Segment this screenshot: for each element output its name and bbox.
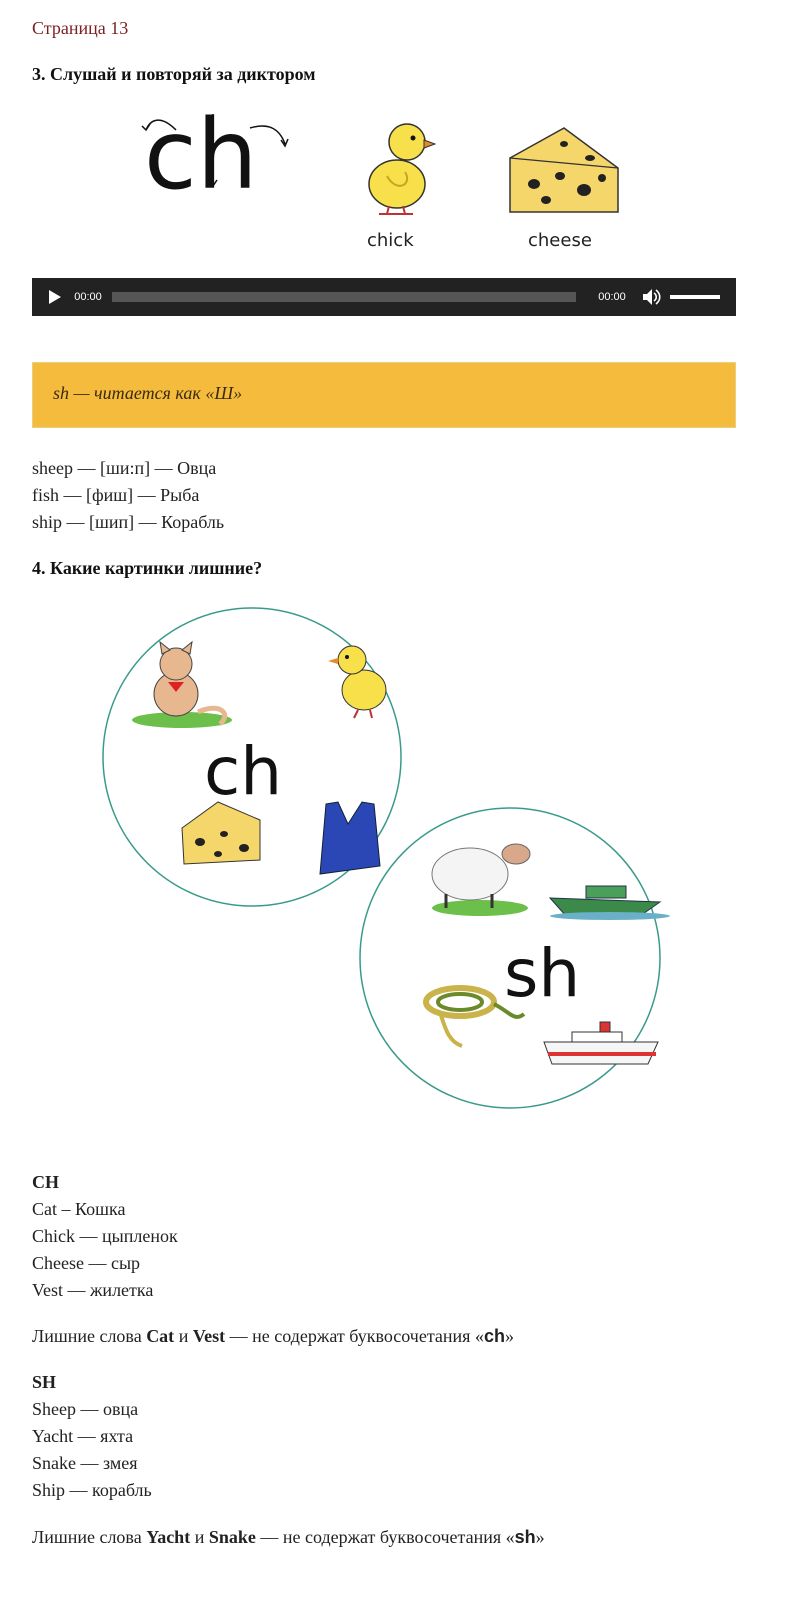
current-time: 00:00	[74, 291, 102, 303]
note-box: sh — читается как «Ш»	[32, 362, 736, 428]
progress-track[interactable]	[112, 292, 576, 302]
sh-item: Sheep — овца	[32, 1399, 139, 1419]
sh-conclusion: Лишние слова Yacht и Snake — не содержат буквосочетания «sh»	[32, 1527, 545, 1547]
chick-label: chick	[367, 230, 414, 251]
mute-button[interactable]	[640, 286, 662, 308]
sh-word-line: ship — [шип] — Корабль	[32, 512, 225, 532]
sh-item: Ship — корабль	[32, 1480, 152, 1500]
sh-circle-letters: sh	[504, 935, 581, 1012]
duration-time: 00:00	[598, 291, 626, 303]
sh-word-line: sheep — [ши:п] — Овца	[32, 458, 217, 478]
ch-item: Cat – Кошка	[32, 1199, 126, 1219]
ch-item: Cheese — сыр	[32, 1253, 141, 1273]
ch-letters-illustration	[140, 100, 300, 200]
ch-block-title: CH	[32, 1172, 59, 1192]
chick-icon	[357, 114, 447, 220]
ch-circle-letters: ch	[204, 733, 283, 810]
sh-block-title: SH	[32, 1372, 57, 1392]
audio-player	[32, 278, 736, 316]
volume-slider[interactable]	[670, 295, 720, 299]
sh-item: Yacht — яхта	[32, 1426, 134, 1446]
letter-circles-illustration	[100, 602, 700, 1114]
sh-item: Snake — змея	[32, 1453, 138, 1473]
speaker-icon	[640, 286, 662, 308]
play-button[interactable]	[44, 286, 66, 308]
ch-letters: ch	[144, 100, 258, 200]
page-label: Страница 13	[32, 18, 129, 38]
sh-word-line: fish — [фиш] — Рыба	[32, 485, 200, 505]
cheese-label: cheese	[528, 230, 592, 251]
play-icon	[48, 289, 62, 305]
section4-heading: 4. Какие картинки лишние?	[32, 558, 263, 578]
section3-heading: 3. Слушай и повторяй за диктором	[32, 64, 316, 84]
ch-item: Vest — жилетка	[32, 1280, 154, 1300]
ch-item: Chick — цыпленок	[32, 1226, 178, 1246]
cheese-icon	[504, 124, 624, 220]
ch-conclusion: Лишние слова Cat и Vest — не содержат буквосочетания «ch»	[32, 1326, 514, 1346]
